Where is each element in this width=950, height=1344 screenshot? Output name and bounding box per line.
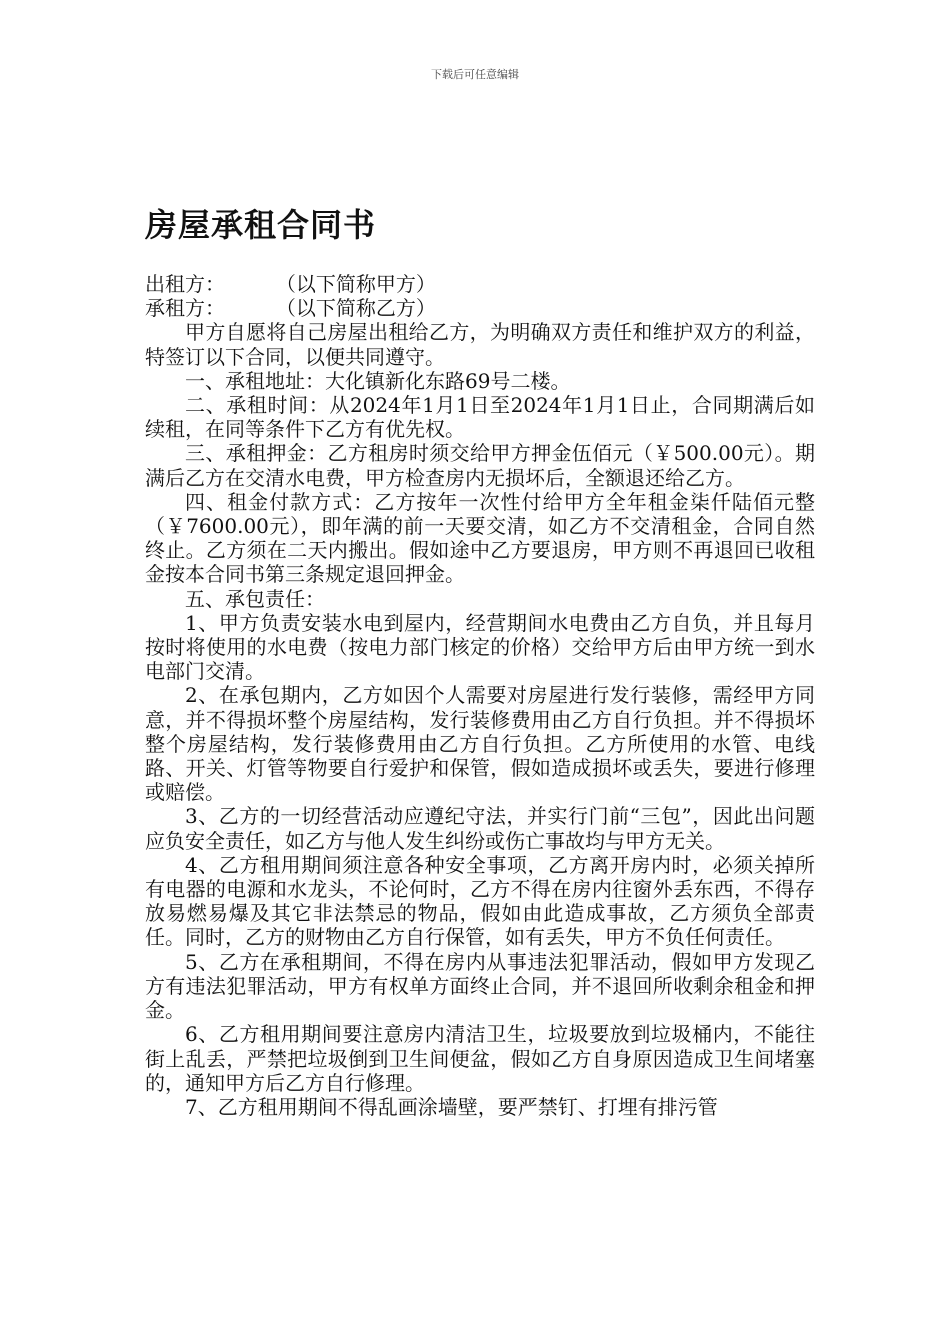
responsibility-item-6: 6、乙方租用期间要注意房内清洁卫生，垃圾要放到垃圾桶内，不能往街上乱丢，严禁把垃圾倒到卫生间便盆，假如乙方自身原因造成卫生间堵塞的，通知甲方后乙方自行修理。 [145,1022,815,1095]
clause-term: 二、承租时间：从2024年1月1日至2024年1月1日止，合同期满后如续租，在同等条件下乙方有优先权。 [145,393,815,442]
responsibility-item-2: 2、在承包期内，乙方如因个人需要对房屋进行发行装修，需经甲方同意，并不得损坏整个房屋结构，发行装修费用由乙方自行负担。并不得损坏整个房屋结构，发行装修费用由乙方自行负担。乙方所使用的水管、电线路、开关、灯管等物要自行爱护和保管，假如造成损坏或丢失，要进行修理或赔偿。 [145,683,815,805]
responsibility-item-1: 1、甲方负责安装水电到屋内，经营期间水电费由乙方自负，并且每月按时将使用的水电费（按电力部门核定的价格）交给甲方后由甲方统一到水电部门交清。 [145,610,815,684]
clause-address: 一、承租地址：大化镇新化东路69号二楼。 [185,368,571,393]
responsibility-item-5: 5、乙方在承租期间，不得在房内从事违法犯罪活动，假如甲方发现乙方有违法犯罪活动，甲方有权单方面终止合同，并不退回所收剩余租金和押金。 [145,949,815,1023]
clause-deposit: 三、承租押金：乙方租房时须交给甲方押金伍佰元（￥500.00元）。期满后乙方在交清水电费，甲方检查房内无损坏后，全额退还给乙方。 [145,441,815,490]
responsibility-item-4: 4、乙方租用期间须注意各种安全事项，乙方离开房内时，必须关掉所有电器的电源和水龙头，不论何时，乙方不得在房内往窗外丢东西，不得存放易燃易爆及其它非法禁忌的物品，假如由此造成事故，乙方须负全部责任。同时，乙方的财物由乙方自行保管，如有丢失，甲方不负任何责任。 [145,852,815,950]
document-title: 房屋承租合同书 [145,206,377,244]
clause-responsibility-heading: 五、承包责任： [185,586,325,611]
header-note: 下载后可任意编辑 [431,68,519,81]
contract-body [145,272,815,1119]
lessee-line: 承租方： （以下简称乙方） [145,296,436,321]
lessor-line: 出租方： （以下简称甲方） [145,272,436,296]
clause-payment: 四、租金付款方式：乙方按年一次性付给甲方全年租金柒仟陆佰元整（￥7600.00元），即年满的前一天要交清，如乙方不交清租金，合同自然终止。乙方须在二天内搬出。假如途中乙方要退房，甲方则不再退回已收租金按本合同书第三条规定退回押金。 [145,489,815,587]
preamble-paragraph: 甲方自愿将自己房屋出租给乙方，为明确双方责任和维护双方的利益，特签订以下合同，以便共同遵守。 [145,320,815,369]
responsibility-item-7: 7、乙方租用期间不得乱画涂墙壁，要严禁钉、打埋有排污管 [185,1094,718,1119]
responsibility-item-3: 3、乙方的一切经营活动应遵纪守法，并实行门前“三包”，因此出问题应负安全责任，如乙方与他人发生纠纷或伤亡事故均与甲方无关。 [145,804,815,853]
